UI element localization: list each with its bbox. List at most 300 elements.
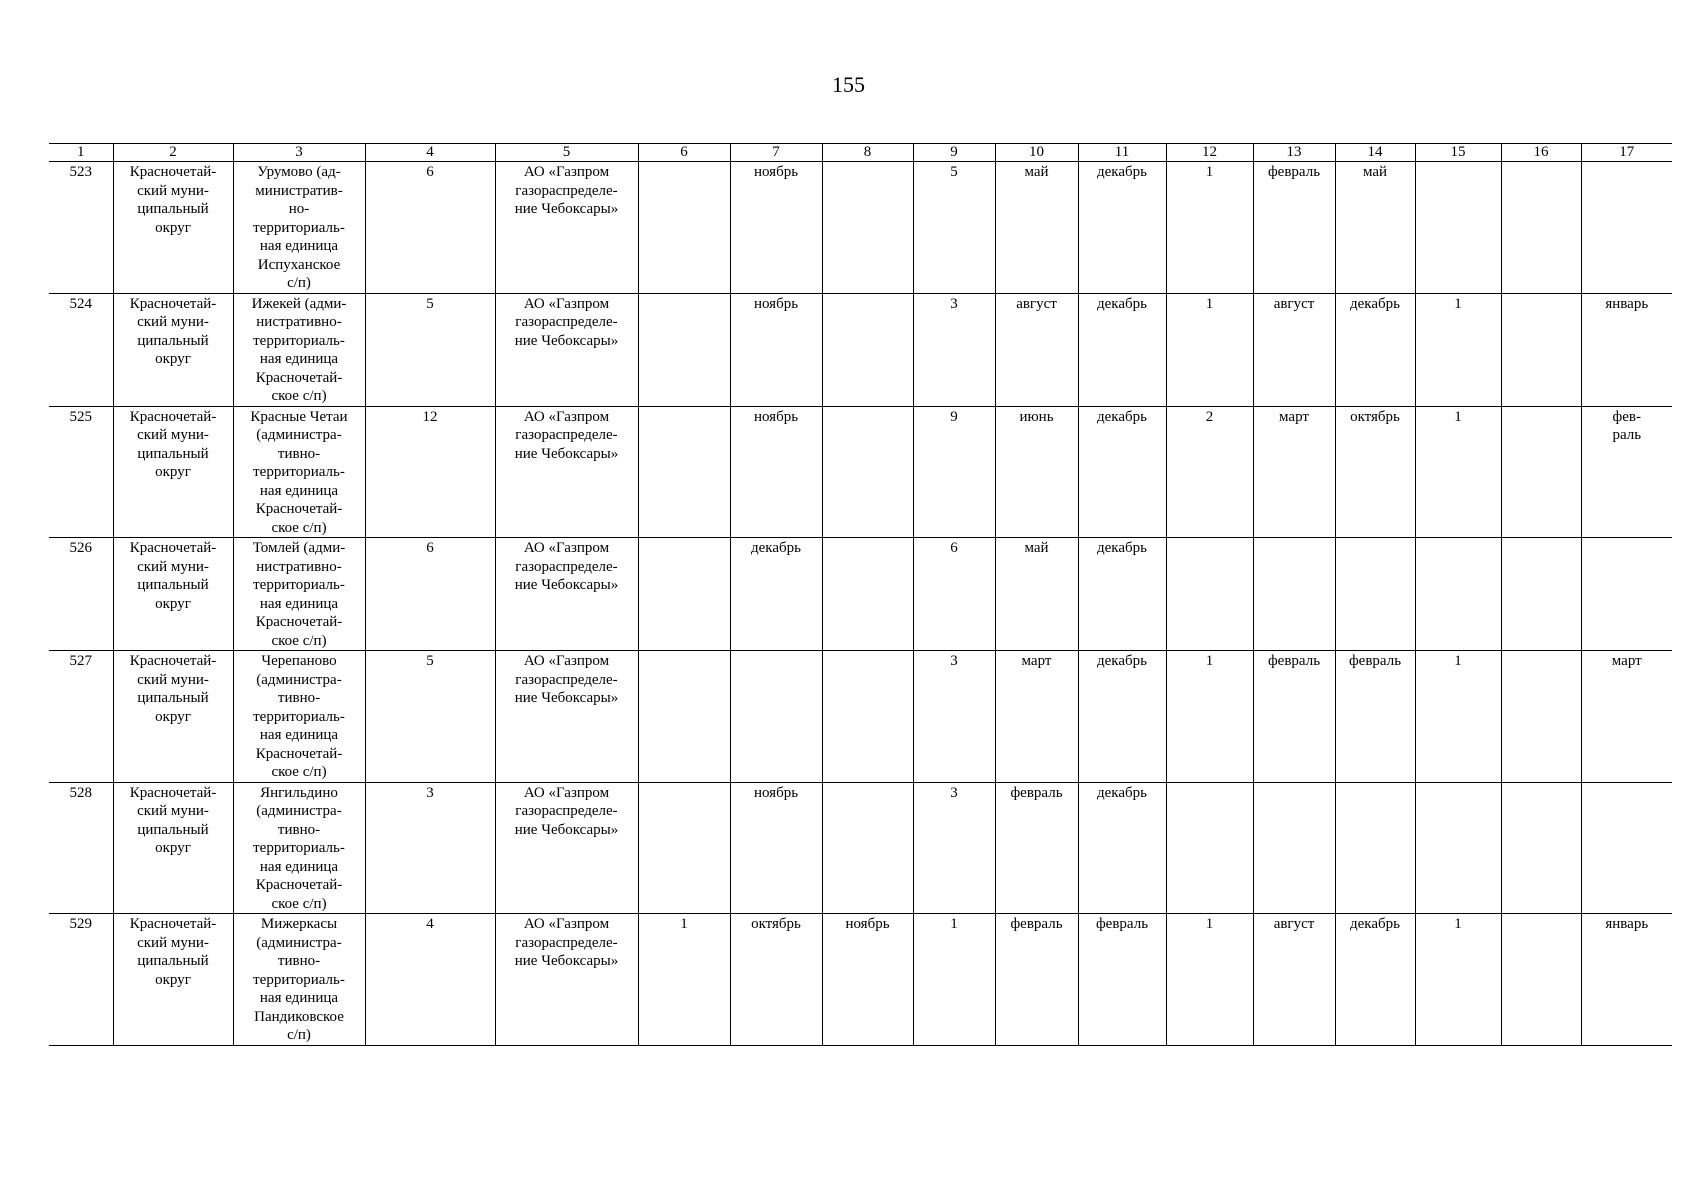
table-cell-col-10 bbox=[995, 293, 1078, 406]
cell-text-line: АО «Газпром bbox=[523, 784, 610, 801]
cell-text-line: газораспределе- bbox=[515, 182, 618, 199]
cell-text-line: ние Чебоксары» bbox=[514, 577, 619, 593]
cell-text: 1 bbox=[1205, 164, 1214, 180]
cell-text-line: (администра- bbox=[256, 803, 342, 819]
cell-text: декабрь bbox=[1097, 164, 1147, 180]
table-cell-col-7 bbox=[730, 914, 822, 1046]
cell-text-line: ние Чебоксары» bbox=[514, 690, 619, 706]
column-header: 9 bbox=[913, 144, 995, 162]
cell-text-line: ципальный bbox=[137, 690, 209, 706]
cell-text: фев- раль bbox=[1612, 408, 1642, 443]
cell-text: декабрь bbox=[1097, 784, 1147, 801]
table-cell-col-13 bbox=[1253, 406, 1335, 538]
table-cell-col-12 bbox=[1166, 538, 1253, 651]
table-cell-col-15 bbox=[1415, 406, 1501, 538]
table-cell-col-10 bbox=[995, 406, 1078, 538]
cell-text: декабрь bbox=[1097, 408, 1147, 425]
cell-text-line: округ bbox=[155, 971, 191, 988]
cell-text-line: ципальный bbox=[137, 953, 209, 969]
table-cell-col-4 bbox=[365, 293, 495, 406]
table-cell-col-10 bbox=[995, 538, 1078, 651]
table-row bbox=[49, 162, 1672, 294]
table-cell-col-9 bbox=[913, 162, 995, 294]
cell-text-line: (администра- bbox=[256, 671, 342, 688]
cell-text-line: с/п) bbox=[287, 1027, 311, 1043]
cell-text: март bbox=[1279, 408, 1309, 425]
cell-text-line: газораспределе- bbox=[515, 671, 618, 688]
table-cell-col-8 bbox=[822, 538, 913, 651]
table-cell-col-5 bbox=[495, 651, 638, 783]
table-row bbox=[49, 782, 1672, 914]
cell-text-line: ское с/п) bbox=[271, 895, 327, 912]
cell-text: февраль bbox=[1267, 653, 1321, 669]
cell-text-line: тивно- bbox=[277, 953, 321, 969]
column-header: 17 bbox=[1581, 144, 1672, 162]
cell-text: февраль bbox=[1010, 784, 1063, 801]
column-header: 6 bbox=[638, 144, 730, 162]
column-header: 8 bbox=[822, 144, 913, 162]
table-cell-col-2 bbox=[113, 538, 233, 651]
table-cell-col-10 bbox=[995, 162, 1078, 294]
table-cell-col-1 bbox=[49, 162, 113, 294]
cell-text-line: (администра- bbox=[256, 934, 342, 951]
cell-text-line: Красные Четаи bbox=[250, 408, 348, 425]
table-cell-col-8 bbox=[822, 162, 913, 294]
table-cell-col-11 bbox=[1078, 914, 1166, 1046]
cell-text: 6 bbox=[426, 164, 434, 180]
cell-text: 3 bbox=[950, 653, 958, 669]
cell-text: 528 bbox=[69, 784, 92, 801]
cell-text-line: газораспределе- bbox=[515, 314, 618, 330]
cell-text-line: с/п) bbox=[287, 275, 311, 291]
cell-text-line: ная единица bbox=[259, 238, 339, 254]
cell-text-line: ципальный bbox=[137, 821, 209, 838]
cell-text: декабрь bbox=[1097, 295, 1147, 312]
table-cell-col-13 bbox=[1253, 293, 1335, 406]
cell-text-line: Красночетай- bbox=[129, 295, 217, 312]
cell-text: 1 bbox=[1205, 295, 1214, 312]
table-cell-col-13 bbox=[1253, 538, 1335, 651]
cell-text: 1 bbox=[1205, 653, 1214, 669]
cell-text-line: АО «Газпром bbox=[523, 295, 610, 312]
cell-text-line: ципальный bbox=[137, 332, 209, 349]
table-cell-col-14 bbox=[1335, 406, 1415, 538]
table-cell-col-1 bbox=[49, 406, 113, 538]
cell-text: ноябрь bbox=[753, 295, 799, 312]
cell-text-line: министратив- bbox=[255, 182, 343, 199]
table-cell-col-8 bbox=[822, 406, 913, 538]
table-cell-col-8 bbox=[822, 914, 913, 1046]
table-cell-col-8 bbox=[822, 651, 913, 783]
table-cell-col-6 bbox=[638, 914, 730, 1046]
cell-text-line: нистративно- bbox=[256, 314, 342, 330]
cell-text: 524 bbox=[69, 295, 92, 312]
cell-text-line: АО «Газпром bbox=[523, 164, 610, 180]
page-number: 155 bbox=[832, 72, 865, 97]
cell-text-line: АО «Газпром bbox=[523, 916, 610, 932]
table-cell-col-4 bbox=[365, 406, 495, 538]
cell-text: ноябрь bbox=[753, 408, 799, 425]
cell-text: 1 bbox=[1454, 295, 1462, 312]
cell-text-line: газораспределе- bbox=[515, 558, 618, 575]
cell-text-line: ние Чебоксары» bbox=[514, 445, 619, 462]
table-cell-col-15 bbox=[1415, 538, 1501, 651]
cell-text-line: Красночетай- bbox=[129, 540, 217, 556]
table-cell-col-12 bbox=[1166, 914, 1253, 1046]
cell-text-line: территориаль- bbox=[253, 332, 345, 349]
table-cell-col-16 bbox=[1501, 651, 1581, 783]
cell-text: 1 bbox=[1454, 916, 1462, 932]
table-cell-col-17 bbox=[1581, 162, 1672, 294]
cell-text: февраль bbox=[1010, 916, 1063, 932]
table-cell-col-6 bbox=[638, 406, 730, 538]
table-cell-col-7 bbox=[730, 162, 822, 294]
table-cell-col-16 bbox=[1501, 293, 1581, 406]
table-cell-col-11 bbox=[1078, 538, 1166, 651]
cell-text: 5 bbox=[426, 295, 434, 312]
cell-text: декабрь bbox=[1350, 295, 1400, 312]
table-cell-col-15 bbox=[1415, 293, 1501, 406]
cell-text-line: нистративно- bbox=[256, 558, 342, 575]
cell-text: февраль bbox=[1267, 164, 1321, 180]
table-cell-col-2 bbox=[113, 651, 233, 783]
cell-text: ноябрь bbox=[753, 164, 799, 180]
table-cell-col-9 bbox=[913, 782, 995, 914]
cell-text-line: округ bbox=[155, 708, 191, 725]
table-cell-col-17 bbox=[1581, 538, 1672, 651]
cell-text-line: (администра- bbox=[256, 427, 342, 443]
table-cell-col-11 bbox=[1078, 782, 1166, 914]
cell-text: 9 bbox=[950, 408, 958, 425]
cell-text: 1 bbox=[680, 916, 688, 932]
table-cell-col-15 bbox=[1415, 782, 1501, 914]
cell-text-line: АО «Газпром bbox=[523, 653, 610, 669]
cell-text-line: Ижекей (адми- bbox=[251, 295, 347, 312]
cell-text-line: Красночетай- bbox=[255, 745, 343, 762]
cell-text-line: Красночетай- bbox=[129, 784, 217, 801]
cell-text: январь bbox=[1605, 916, 1649, 932]
table-cell-col-14 bbox=[1335, 651, 1415, 783]
table-cell-col-10 bbox=[995, 782, 1078, 914]
cell-text: 1 bbox=[1205, 916, 1214, 932]
table-cell-col-6 bbox=[638, 293, 730, 406]
cell-text: 12 bbox=[422, 408, 438, 425]
table-cell-col-11 bbox=[1078, 293, 1166, 406]
table-cell-col-7 bbox=[730, 406, 822, 538]
table-cell-col-7 bbox=[730, 293, 822, 406]
cell-text-line: ние Чебоксары» bbox=[514, 953, 619, 969]
table-row bbox=[49, 538, 1672, 651]
table-cell-col-17 bbox=[1581, 651, 1672, 783]
cell-text: май bbox=[1362, 164, 1388, 180]
table-cell-col-14 bbox=[1335, 162, 1415, 294]
table-cell-col-2 bbox=[113, 293, 233, 406]
table-body bbox=[49, 162, 1672, 1046]
column-header: 12 bbox=[1166, 144, 1253, 162]
cell-text: 5 bbox=[426, 653, 434, 669]
table-cell-col-1 bbox=[49, 914, 113, 1046]
table-cell-col-16 bbox=[1501, 162, 1581, 294]
table-cell-col-13 bbox=[1253, 162, 1335, 294]
cell-text-line: АО «Газпром bbox=[523, 408, 610, 425]
table-cell-col-3 bbox=[233, 538, 365, 651]
table-cell-col-4 bbox=[365, 162, 495, 294]
cell-text-line: ское с/п) bbox=[271, 388, 327, 404]
cell-text-line: ние Чебоксары» bbox=[514, 332, 619, 349]
cell-text-line: ние Чебоксары» bbox=[514, 201, 619, 217]
cell-text: 5 bbox=[950, 164, 958, 180]
table-cell-col-16 bbox=[1501, 406, 1581, 538]
cell-text-line: Красночетай- bbox=[129, 653, 217, 669]
cell-text-line: ципальный bbox=[137, 445, 209, 462]
cell-text: 3 bbox=[426, 784, 434, 801]
cell-text-line: ское с/п) bbox=[271, 519, 327, 536]
table-cell-col-14 bbox=[1335, 914, 1415, 1046]
table-cell-col-6 bbox=[638, 538, 730, 651]
cell-text-line: Испуханское bbox=[257, 256, 341, 273]
table-cell-col-3 bbox=[233, 914, 365, 1046]
cell-text-line: ское с/п) bbox=[271, 764, 327, 780]
table-cell-col-13 bbox=[1253, 651, 1335, 783]
cell-text: август bbox=[1273, 916, 1315, 932]
cell-text-line: ский муни- bbox=[137, 934, 209, 951]
cell-text-line: Мижеркасы bbox=[260, 916, 338, 932]
column-header: 2 bbox=[113, 144, 233, 162]
column-header: 3 bbox=[233, 144, 365, 162]
cell-text-line: округ bbox=[155, 219, 191, 236]
table-cell-col-3 bbox=[233, 782, 365, 914]
column-header: 1 bbox=[49, 144, 113, 162]
table-cell-col-13 bbox=[1253, 782, 1335, 914]
cell-text: октябрь bbox=[751, 916, 801, 932]
table-cell-col-2 bbox=[113, 162, 233, 294]
cell-text-line: округ bbox=[155, 351, 191, 367]
cell-text-line: ципальный bbox=[137, 577, 209, 593]
table-cell-col-1 bbox=[49, 651, 113, 783]
cell-text: 1 bbox=[1454, 408, 1462, 425]
table-cell-col-5 bbox=[495, 538, 638, 651]
table-cell-col-2 bbox=[113, 914, 233, 1046]
cell-text-line: ский муни- bbox=[137, 314, 209, 330]
gasification-schedule-table bbox=[49, 143, 1672, 1046]
cell-text-line: округ bbox=[155, 840, 191, 856]
table-cell-col-4 bbox=[365, 651, 495, 783]
cell-text-line: ние Чебоксары» bbox=[514, 821, 619, 838]
column-header: 15 bbox=[1415, 144, 1501, 162]
table-cell-col-3 bbox=[233, 293, 365, 406]
cell-text: май bbox=[1024, 540, 1049, 556]
table-cell-col-6 bbox=[638, 162, 730, 294]
table-cell-col-5 bbox=[495, 162, 638, 294]
cell-text-line: ная единица bbox=[259, 351, 339, 367]
cell-text-line: газораспределе- bbox=[515, 427, 618, 443]
table-row bbox=[49, 651, 1672, 783]
cell-text: декабрь bbox=[1350, 916, 1400, 932]
table-cell-col-9 bbox=[913, 406, 995, 538]
cell-text: декабрь bbox=[751, 540, 801, 556]
table-cell-col-11 bbox=[1078, 406, 1166, 538]
table-cell-col-15 bbox=[1415, 914, 1501, 1046]
cell-text-line: территориаль- bbox=[253, 971, 345, 988]
cell-text-line: ский муни- bbox=[137, 803, 209, 819]
cell-text-line: тивно- bbox=[277, 690, 321, 706]
column-header: 13 bbox=[1253, 144, 1335, 162]
table-cell-col-6 bbox=[638, 782, 730, 914]
cell-text: октябрь bbox=[1350, 408, 1400, 425]
cell-text-line: Красночетай- bbox=[129, 408, 217, 425]
cell-text-line: округ bbox=[155, 464, 191, 480]
cell-text-line: ский муни- bbox=[137, 671, 209, 688]
cell-text-line: тивно- bbox=[277, 821, 321, 838]
cell-text: 527 bbox=[69, 653, 92, 669]
table-cell-col-16 bbox=[1501, 914, 1581, 1046]
table-cell-col-12 bbox=[1166, 651, 1253, 783]
cell-text-line: территориаль- bbox=[253, 840, 345, 856]
table-cell-col-9 bbox=[913, 293, 995, 406]
table-cell-col-12 bbox=[1166, 293, 1253, 406]
table-cell-col-7 bbox=[730, 782, 822, 914]
table-cell-col-2 bbox=[113, 782, 233, 914]
cell-text: ноябрь bbox=[753, 784, 799, 801]
cell-text: 6 bbox=[426, 540, 434, 556]
table-cell-col-17 bbox=[1581, 406, 1672, 538]
cell-text: август bbox=[1273, 295, 1315, 312]
table-cell-col-3 bbox=[233, 651, 365, 783]
cell-text-line: территориаль- bbox=[253, 708, 345, 725]
cell-text-line: ское с/п) bbox=[271, 632, 327, 649]
table-cell-col-9 bbox=[913, 651, 995, 783]
table-cell-col-5 bbox=[495, 914, 638, 1046]
cell-text-line: газораспределе- bbox=[515, 803, 618, 819]
table-cell-col-10 bbox=[995, 914, 1078, 1046]
table-cell-col-17 bbox=[1581, 914, 1672, 1046]
cell-text: ноябрь bbox=[845, 916, 890, 932]
table-cell-col-15 bbox=[1415, 162, 1501, 294]
table-cell-col-3 bbox=[233, 162, 365, 294]
table-cell-col-12 bbox=[1166, 782, 1253, 914]
cell-text: декабрь bbox=[1097, 540, 1147, 556]
cell-text-line: ная единица bbox=[259, 482, 339, 499]
cell-text: 6 bbox=[950, 540, 958, 556]
table-cell-col-6 bbox=[638, 651, 730, 783]
cell-text-line: ский муни- bbox=[137, 427, 209, 443]
table-cell-col-8 bbox=[822, 293, 913, 406]
cell-text: 1 bbox=[1454, 653, 1462, 669]
table-row bbox=[49, 293, 1672, 406]
cell-text: май bbox=[1024, 164, 1049, 180]
column-header: 10 bbox=[995, 144, 1078, 162]
cell-text-line: ная единица bbox=[259, 595, 339, 612]
cell-text: 525 bbox=[69, 408, 92, 425]
table-cell-col-8 bbox=[822, 782, 913, 914]
table-cell-col-17 bbox=[1581, 782, 1672, 914]
table-cell-col-5 bbox=[495, 782, 638, 914]
column-header: 16 bbox=[1501, 144, 1581, 162]
cell-text-line: территориаль- bbox=[253, 577, 345, 593]
cell-text: март bbox=[1611, 653, 1642, 669]
cell-text-line: тивно- bbox=[277, 445, 321, 462]
cell-text: август bbox=[1016, 295, 1057, 312]
table-cell-col-10 bbox=[995, 651, 1078, 783]
table-cell-col-13 bbox=[1253, 914, 1335, 1046]
column-header: 11 bbox=[1078, 144, 1166, 162]
table-cell-col-15 bbox=[1415, 651, 1501, 783]
table-cell-col-1 bbox=[49, 293, 113, 406]
cell-text: 529 bbox=[69, 916, 92, 932]
cell-text-line: Урумово (ад- bbox=[257, 164, 341, 180]
table-cell-col-14 bbox=[1335, 782, 1415, 914]
table-cell-col-16 bbox=[1501, 538, 1581, 651]
cell-text-line: округ bbox=[155, 595, 191, 612]
table-cell-col-4 bbox=[365, 538, 495, 651]
cell-text-line: ский муни- bbox=[137, 182, 209, 199]
table-cell-col-11 bbox=[1078, 162, 1166, 294]
cell-text-line: Янгильдино bbox=[260, 784, 338, 801]
cell-text-line: ная единица bbox=[259, 858, 339, 875]
table-cell-col-4 bbox=[365, 914, 495, 1046]
table-row bbox=[49, 406, 1672, 538]
cell-text: 2 bbox=[1205, 408, 1214, 425]
cell-text-line: Красночетай- bbox=[255, 877, 343, 893]
cell-text-line: Красночетай- bbox=[255, 614, 343, 630]
table-cell-col-11 bbox=[1078, 651, 1166, 783]
table-cell-col-2 bbox=[113, 406, 233, 538]
cell-text-line: Томлей (адми- bbox=[252, 540, 346, 556]
table-cell-col-7 bbox=[730, 651, 822, 783]
table-cell-col-14 bbox=[1335, 293, 1415, 406]
cell-text: июнь bbox=[1019, 408, 1054, 425]
cell-text-line: Красночетай- bbox=[129, 164, 217, 180]
column-header: 14 bbox=[1335, 144, 1415, 162]
column-header: 7 bbox=[730, 144, 822, 162]
cell-text: 526 bbox=[69, 540, 92, 556]
cell-text-line: газораспределе- bbox=[515, 934, 618, 951]
table-cell-col-17 bbox=[1581, 293, 1672, 406]
table-cell-col-5 bbox=[495, 293, 638, 406]
table-cell-col-3 bbox=[233, 406, 365, 538]
cell-text-line: Красночетай- bbox=[255, 501, 343, 517]
column-header: 5 bbox=[495, 144, 638, 162]
cell-text-line: ная единица bbox=[259, 990, 339, 1006]
cell-text: март bbox=[1021, 653, 1052, 669]
cell-text-line: Красночетай- bbox=[129, 916, 217, 932]
table-cell-col-1 bbox=[49, 538, 113, 651]
cell-text: 1 bbox=[950, 916, 958, 932]
cell-text: февраль bbox=[1095, 916, 1149, 932]
table-cell-col-14 bbox=[1335, 538, 1415, 651]
cell-text: 4 bbox=[426, 916, 434, 932]
table-cell-col-9 bbox=[913, 538, 995, 651]
cell-text-line: территориаль- bbox=[253, 219, 345, 236]
cell-text-line: ципальный bbox=[137, 201, 209, 217]
table-cell-col-16 bbox=[1501, 782, 1581, 914]
table-cell-col-12 bbox=[1166, 162, 1253, 294]
table-cell-col-12 bbox=[1166, 406, 1253, 538]
table-cell-col-5 bbox=[495, 406, 638, 538]
cell-text: 3 bbox=[950, 784, 958, 801]
table-cell-col-9 bbox=[913, 914, 995, 1046]
cell-text-line: но- bbox=[288, 201, 310, 217]
table-cell-col-1 bbox=[49, 782, 113, 914]
cell-text: 523 bbox=[69, 164, 92, 180]
cell-text-line: Пандиковское bbox=[254, 1008, 344, 1025]
cell-text: декабрь bbox=[1097, 653, 1147, 669]
cell-text: январь bbox=[1605, 295, 1649, 312]
cell-text-line: ский муни- bbox=[137, 558, 209, 575]
table-row bbox=[49, 914, 1672, 1046]
table-cell-col-7 bbox=[730, 538, 822, 651]
cell-text: февраль bbox=[1348, 653, 1402, 669]
